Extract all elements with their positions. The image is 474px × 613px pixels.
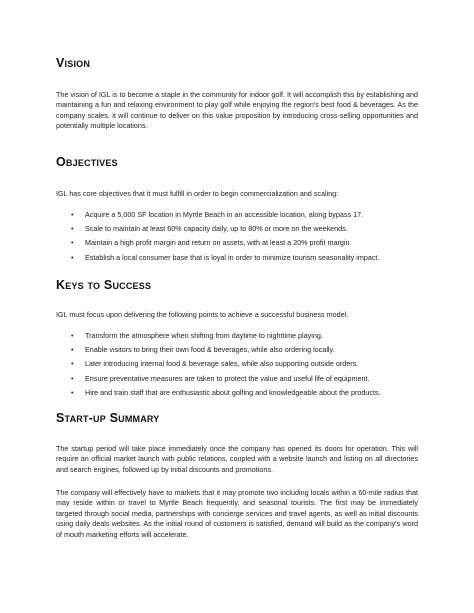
objectives-intro: IGL has core objectives that it must fulfill in order to begin commercialization and scaling: xyxy=(56,189,339,198)
bullet-icon: • xyxy=(71,387,74,397)
keys-intro: IGL must focus upon delivering the following points to achieve a successful business model. xyxy=(56,310,349,319)
bullet-icon: • xyxy=(71,238,74,248)
bullet-icon: • xyxy=(71,373,74,383)
list-item: • Ensure preventative measures are taken to protect the value and useful life of equipment. xyxy=(71,373,370,383)
list-item: • Maintain a high profit margin and return on assets, with at least a 20% profit margin. xyxy=(71,238,352,248)
bullet-icon: • xyxy=(71,331,74,340)
list-item: • Enable visitors to bring their own food & beverages, while also ordering locally. xyxy=(71,345,335,355)
bullet-icon: • xyxy=(71,224,74,234)
bullet-icon: • xyxy=(71,210,74,219)
startup-paragraph-2: The company will effectively have to markets that it may promote two including locals within a 60-mile radius that may reside within or travel to Myrtle Beach frequently, and seasonal tourists. The first may be immediately targeted through social media, partnerships with concierge services and travel agents, as well as initial discounts using daily deals websites. As the initial round of customers is satisfied, demand will build as the company's word of mouth marketing efforts will accelerate. xyxy=(56,488,418,539)
vision-paragraph: The vision of IGL is to become a staple in the community for indoor golf. It will accomplish this by establishing and maintaining a fun and relaxing environment to play golf while enjoying the region's best food & beverages. As the company scales, it will continue to deliver on this value proposition by introducing cross-selling opportunities and potentially multiple locations. xyxy=(56,90,418,131)
list-item: • Later introducing internal food & beverage sales, while also supporting outside orders. xyxy=(71,359,359,369)
bullet-icon: • xyxy=(71,252,74,262)
bullet-icon: • xyxy=(71,359,74,369)
list-item: • Establish a local consumer base that is loyal in order to minimize tourism seasonality impact. xyxy=(71,252,380,262)
vision-heading: Vision xyxy=(56,56,91,70)
list-item: • Acquire a 5,000 SF location in Myrtle Beach in an accessible location, along bypass 17. xyxy=(71,210,364,219)
startup-summary-heading: Start-up Summary xyxy=(56,411,160,425)
startup-paragraph-1: The startup period will take place immediately once the company has opened its doors for operation. This will require an official market launch with public relations, coupled with a website launch and listing on all directories and search engines, followed up by initial discounts and promotions. xyxy=(56,444,418,474)
objectives-list xyxy=(56,210,418,267)
keys-to-success-heading: Keys to Success xyxy=(56,278,152,292)
objectives-heading: Objectives xyxy=(56,155,118,169)
bullet-icon: • xyxy=(71,345,74,355)
keys-list xyxy=(56,331,418,402)
list-item: • Transform the atmosphere when shifting from daytime to nighttime playing. xyxy=(71,331,323,340)
list-item: • Scale to maintain at least 60% capacity daily, up to 80% or more on the weekends. xyxy=(71,224,348,234)
list-item: • Hire and train staff that are enthusiastic about golfing and knowledgeable about the products. xyxy=(71,387,381,397)
